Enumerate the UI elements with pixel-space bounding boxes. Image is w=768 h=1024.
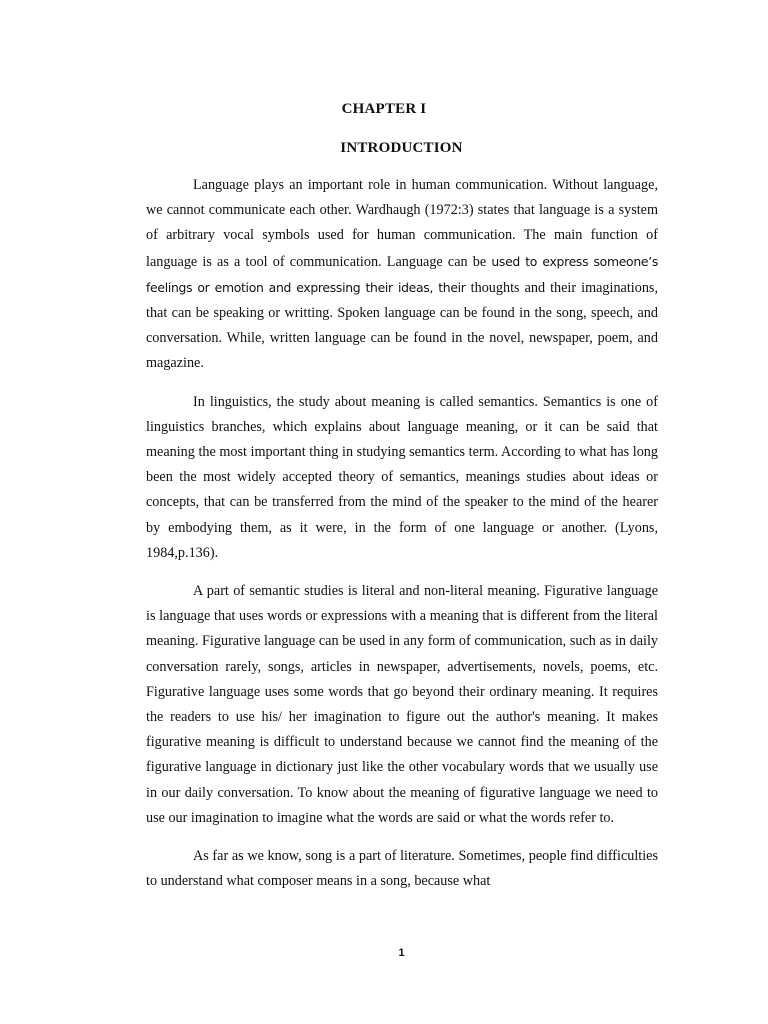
paragraph-4: As far as we know, song is a part of literature. Sometimes, people find difficulties to understand what composer means in a song, because what: [146, 848, 658, 890]
paragraph-1: [146, 173, 658, 377]
paragraph-1-text-a: Language plays an important role in human communication. Without language, we cannot communicate each other. Wardhaugh (1972:3) states that language is a system of arbitrary vocal symbols used for human communication. The main function of language is as a tool of communication. Language can be: [146, 177, 658, 270]
paragraph-3: A part of semantic studies is literal and non-literal meaning. Figurative language is language that uses words or expressions with a meaning that is different from the literal meaning. Figurative language can be used in any form of communication, such as in daily conversation rarely, songs, articles in newspaper, advertisements, novels, poems, etc. Figurative language uses some words that go beyond their ordinary meaning. It requires the readers to use his/ her imagination to figure out the author's meaning. It makes figurative meaning is difficult to understand because we cannot find the meaning of the figurative language in dictionary just like the other vocabulary words that we usually use in our daily conversation. To know about the meaning of figurative language we need to use our imagination to imagine what the words are said or what the words refer to.: [146, 583, 658, 826]
chapter-title: CHAPTER I: [341, 101, 427, 117]
body-text: [146, 173, 658, 907]
paragraph-1-text-c: thoughts and their imaginations, that can be speaking or writting. Spoken language can be found in the song, speech, and conversation. While, written language can be found in the novel, newspaper, poem, and magazine.: [146, 279, 658, 372]
paragraph-2: In linguistics, the study about meaning is called semantics. Semantics is one of linguistics branches, which explains about language meaning, or it can be said that meaning the most important thing in studying semantics term. According to what has long been the most widely accepted theory of semantics, meanings studies about ideas or concepts, that can be transferred from the mind of the speaker to the mind of the hearer by embodying them, as it were, in the form of one language or another. (Lyons, 1984,p.136).: [146, 393, 658, 561]
paragraph-1-text-b: used to express someone’s feelings or emotion and expressing their ideas, their: [146, 253, 658, 295]
section-title: INTRODUCTION: [340, 140, 463, 156]
page-number: 1: [398, 947, 405, 959]
